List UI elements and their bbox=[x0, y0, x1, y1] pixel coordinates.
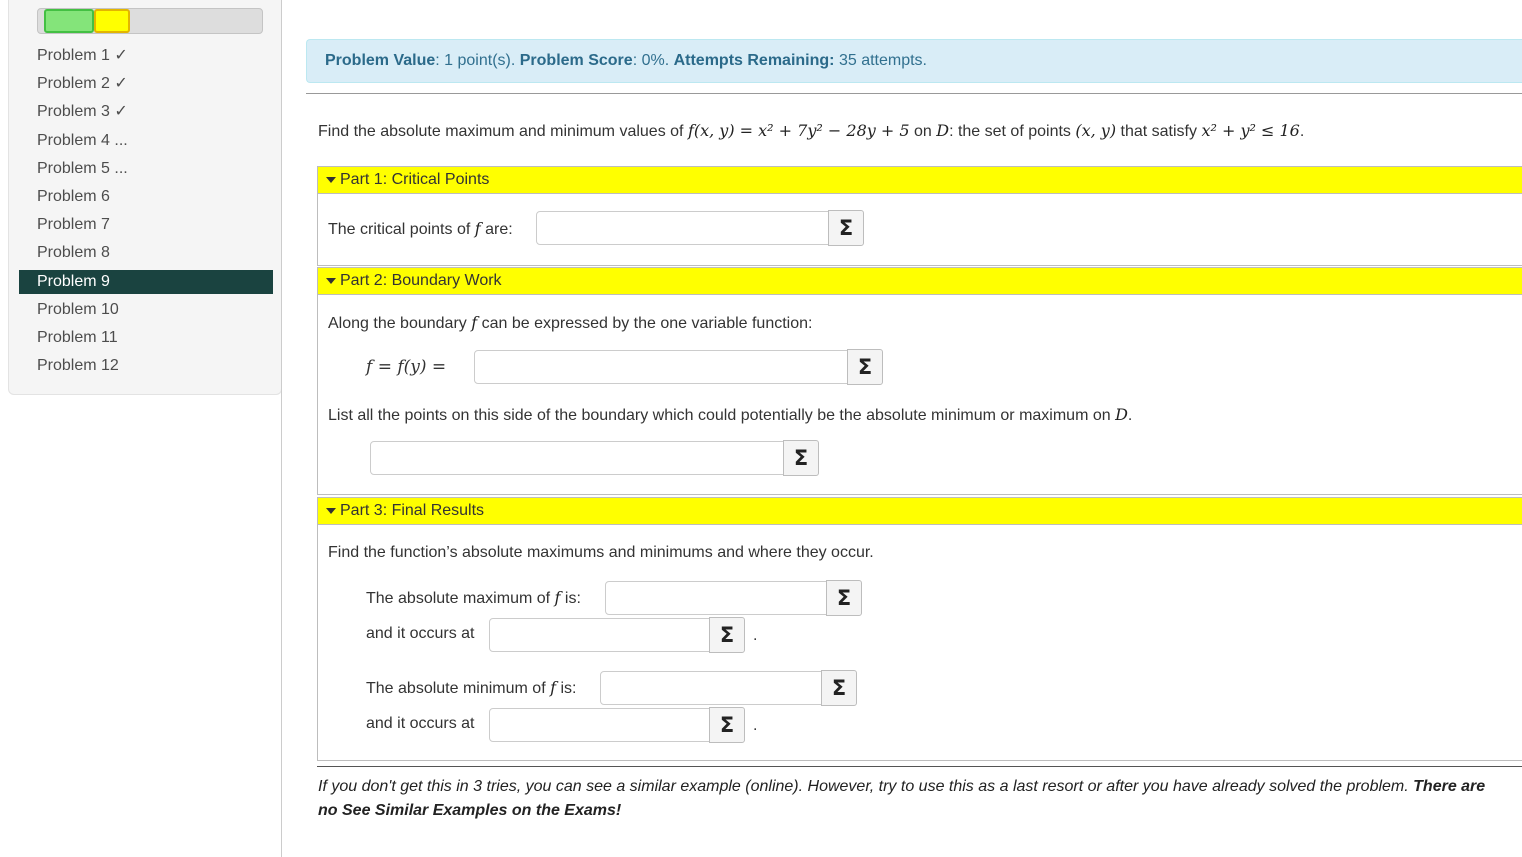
absolute-max-location-input[interactable] bbox=[489, 618, 711, 652]
absolute-min-label bbox=[366, 678, 576, 698]
similar-example-note bbox=[318, 775, 1522, 823]
collapse-triangle-icon bbox=[326, 177, 336, 183]
collapse-triangle-icon bbox=[326, 508, 336, 514]
boundary-domain-variable: D bbox=[1115, 405, 1128, 424]
sigma-equation-button[interactable]: Σ bbox=[847, 349, 883, 385]
statement-on: on bbox=[909, 123, 937, 140]
part1-title: Part 1: Critical Points bbox=[340, 171, 490, 188]
sigma-equation-button[interactable]: Σ bbox=[783, 440, 819, 476]
part3-header[interactable] bbox=[317, 497, 1522, 525]
absolute-min-location-input[interactable] bbox=[489, 708, 711, 742]
part1-f-symbol: f bbox=[474, 219, 481, 238]
part2-prompt bbox=[328, 313, 812, 333]
collapse-triangle-icon bbox=[326, 278, 336, 284]
absolute-max-occurs-label: and it occurs at bbox=[366, 625, 475, 642]
part2-title: Part 2: Boundary Work bbox=[340, 272, 502, 289]
problem-list bbox=[19, 44, 273, 382]
problem-score-text: : 0%. bbox=[632, 52, 674, 69]
boundary-points-input[interactable] bbox=[370, 441, 784, 475]
part1-body bbox=[317, 194, 1522, 266]
problem-sidebar bbox=[8, 0, 282, 395]
sidebar-divider bbox=[281, 0, 282, 857]
boundary-function-input[interactable] bbox=[474, 350, 848, 384]
part2-header[interactable] bbox=[317, 267, 1522, 295]
progress-bar bbox=[37, 8, 263, 34]
absolute-min-value-input[interactable] bbox=[600, 671, 822, 705]
sidebar-problem-2[interactable]: Problem 2 ✓ bbox=[37, 75, 128, 93]
attempts-label: Attempts Remaining: bbox=[673, 52, 835, 69]
problem-value-label: Problem Value bbox=[325, 52, 436, 69]
statement-end: . bbox=[1299, 123, 1305, 140]
problem-statement bbox=[318, 121, 1304, 141]
sidebar-problem-12[interactable]: Problem 12 bbox=[37, 357, 119, 375]
sidebar-problem-4[interactable]: Problem 4 ... bbox=[37, 131, 128, 149]
statement-satisfy: that satisfy bbox=[1116, 123, 1202, 140]
absolute-min-f-symbol: f bbox=[550, 678, 556, 697]
problem-score-label: Problem Score bbox=[519, 52, 633, 69]
part2-prompt-post: can be expressed by the one variable function: bbox=[477, 315, 813, 332]
sidebar-problem-11[interactable]: Problem 11 bbox=[37, 328, 118, 346]
statement-mid: : the set of points bbox=[949, 123, 1076, 140]
sidebar-problem-6[interactable]: Problem 6 bbox=[37, 187, 110, 205]
note-bold-start: There are bbox=[1413, 778, 1486, 795]
absolute-max-value-input[interactable] bbox=[605, 581, 827, 615]
sidebar-problem-1[interactable]: Problem 1 ✓ bbox=[37, 47, 128, 64]
boundary-function-label: f = f(y) = bbox=[366, 357, 447, 377]
part3-title: Part 3: Final Results bbox=[340, 502, 485, 519]
absolute-min-occurs-label: and it occurs at bbox=[366, 715, 475, 732]
sidebar-problem-8[interactable]: Problem 8 bbox=[37, 244, 110, 262]
sidebar-problem-9[interactable]: Problem 9 bbox=[19, 270, 273, 294]
part1-prompt-pre: The critical points of bbox=[328, 221, 475, 238]
absolute-max-post: is: bbox=[560, 590, 581, 607]
critical-points-input[interactable] bbox=[536, 211, 829, 245]
point-notation: (x, y) bbox=[1075, 121, 1117, 140]
part2-body bbox=[317, 295, 1522, 495]
problem-value-text: : 1 point(s). bbox=[435, 52, 520, 69]
sigma-equation-button[interactable]: Σ bbox=[709, 707, 745, 743]
part2-f-symbol: f bbox=[471, 313, 478, 332]
problem-info-bar bbox=[306, 39, 1522, 83]
sigma-equation-button[interactable]: Σ bbox=[826, 580, 862, 616]
note-text: If you don't get this in 3 tries, you can see a similar example (online). However, try to use this as a last resort or after you have already solved the problem. bbox=[318, 778, 1414, 795]
part1-prompt-post: are: bbox=[480, 221, 513, 238]
sentence-period: . bbox=[753, 717, 758, 734]
attempts-text: 35 attempts. bbox=[834, 52, 927, 69]
sidebar-problem-7[interactable]: Problem 7 bbox=[37, 216, 110, 234]
sigma-equation-button[interactable]: Σ bbox=[821, 670, 857, 706]
problem-main bbox=[306, 0, 1522, 857]
absolute-max-pre: The absolute maximum of bbox=[366, 590, 555, 607]
part1-prompt bbox=[328, 219, 513, 239]
part3-body bbox=[317, 525, 1522, 761]
function-formula: f(x, y) = x² + 7y² − 28y + 5 bbox=[687, 121, 910, 140]
progress-correct-segment bbox=[44, 9, 94, 33]
sidebar-problem-3[interactable]: Problem 3 ✓ bbox=[37, 103, 128, 121]
note-bold-end: no See Similar Examples on the Exams! bbox=[318, 802, 622, 819]
header-divider bbox=[306, 93, 1522, 94]
part3-intro: Find the function’s absolute maximums and minimums and where they occur. bbox=[328, 544, 874, 561]
sigma-equation-button[interactable]: Σ bbox=[828, 210, 864, 246]
domain-variable: D bbox=[936, 121, 950, 140]
absolute-max-label bbox=[366, 588, 581, 608]
absolute-min-pre: The absolute minimum of bbox=[366, 680, 551, 697]
boundary-points-prompt-text: List all the points on this side of the boundary which could potentially be the absolute minimum or maximum on bbox=[328, 407, 1116, 424]
boundary-points-prompt bbox=[328, 405, 1132, 425]
domain-constraint: x² + y² ≤ 16 bbox=[1201, 121, 1300, 140]
sidebar-problem-10[interactable]: Problem 10 bbox=[37, 300, 119, 318]
boundary-points-prompt-end: . bbox=[1127, 407, 1133, 424]
statement-prefix: Find the absolute maximum and minimum values of bbox=[318, 123, 688, 140]
part1-header[interactable] bbox=[317, 166, 1522, 194]
absolute-min-post: is: bbox=[556, 680, 577, 697]
footer-divider bbox=[317, 766, 1522, 767]
sentence-period: . bbox=[753, 627, 758, 644]
absolute-max-f-symbol: f bbox=[554, 588, 561, 607]
progress-partial-segment bbox=[94, 9, 130, 33]
sigma-equation-button[interactable]: Σ bbox=[709, 617, 745, 653]
sidebar-problem-5[interactable]: Problem 5 ... bbox=[37, 159, 128, 177]
part2-prompt-pre: Along the boundary bbox=[328, 315, 472, 332]
